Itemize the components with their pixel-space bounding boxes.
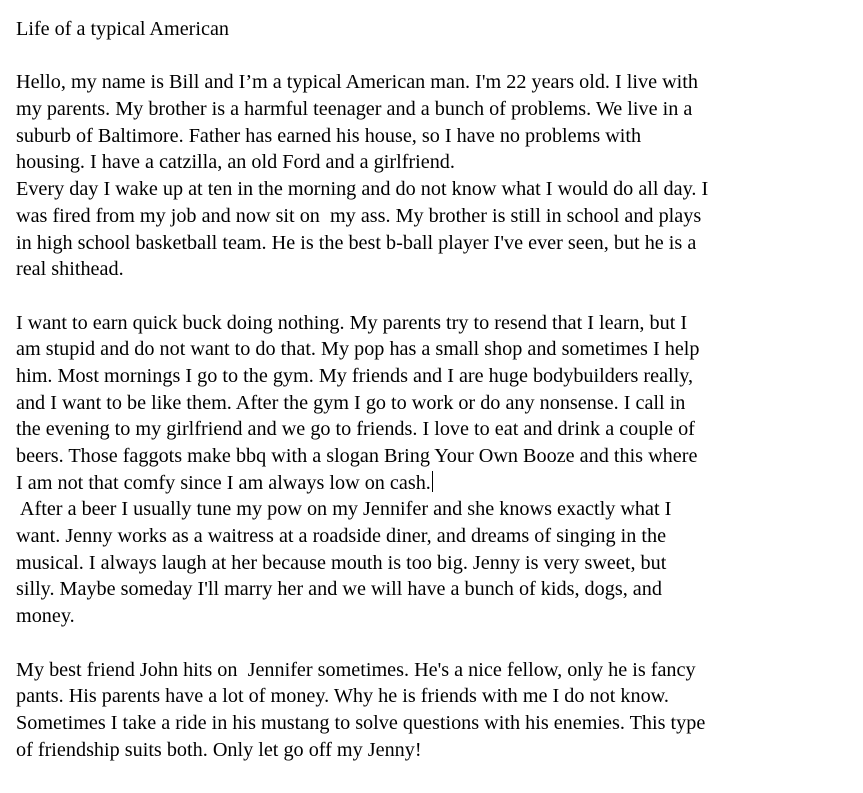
text-line: him. Most mornings I go to the gym. My friends and I are huge bodybuilders really, bbox=[16, 364, 694, 387]
text-line: beers. Those faggots make bbq with a slogan Bring Your Own Booze and this where bbox=[16, 445, 698, 467]
text-line: and I want to be like them. After the gym I go to work or do any nonsense. I call in bbox=[16, 391, 686, 414]
text-line: the evening to my girlfriend and we go to friends. I love to eat and drink a couple of bbox=[16, 418, 695, 441]
text-line: in high school basketball team. He is the best b-ball player I've ever seen, but he is a bbox=[16, 231, 697, 254]
text-line: money. bbox=[16, 605, 75, 628]
text-line: After a beer I usually tune my pow on my Jennifer and she knows exactly what I bbox=[16, 498, 672, 521]
text-line: pants. His parents have a lot of money. Why he is friends with me I do not know. bbox=[16, 685, 669, 708]
blank-line bbox=[16, 283, 846, 310]
text-line: I want to earn quick buck doing nothing. My parents try to resend that I learn, but I bbox=[16, 311, 688, 334]
text-line: Every day I wake up at ten in the morning and do not know what I would do all day. I bbox=[16, 178, 709, 201]
paragraph-jennifer bbox=[16, 496, 846, 629]
text-line: silly. Maybe someday I'll marry her and we will have a bunch of kids, dogs, and bbox=[16, 578, 662, 601]
paragraph-intro bbox=[16, 69, 846, 176]
text-line: my parents. My brother is a harmful teenager and a bunch of problems. We live in a bbox=[16, 98, 693, 121]
paragraph-daily-life bbox=[16, 176, 846, 283]
text-line: housing. I have a catzilla, an old Ford and a girlfriend. bbox=[16, 151, 455, 174]
document-body[interactable] bbox=[16, 16, 846, 763]
document-title: Life of a typical American bbox=[16, 18, 229, 40]
paragraph-routine bbox=[16, 310, 846, 497]
text-line: want. Jenny works as a waitress at a roadside diner, and dreams of singing in the bbox=[16, 525, 667, 548]
text-line: am stupid and do not want to do that. My pop has a small shop and sometimes I help bbox=[16, 338, 700, 361]
blank-line bbox=[16, 43, 846, 70]
text-line: musical. I always laugh at her because mouth is too big. Jenny is very sweet, but bbox=[16, 551, 667, 574]
paragraph-john bbox=[16, 657, 846, 764]
text-line: Sometimes I take a ride in his mustang to solve questions with his enemies. This type bbox=[16, 711, 706, 734]
text-line: of friendship suits both. Only let go off my Jenny! bbox=[16, 738, 422, 761]
text-cursor bbox=[432, 471, 433, 492]
text-line: I am not that comfy since I am always low on cash. bbox=[16, 471, 431, 494]
text-line: suburb of Baltimore. Father has earned his house, so I have no problems with bbox=[16, 124, 642, 147]
text-line: real shithead. bbox=[16, 258, 124, 281]
text-line: My best friend John hits on Jennifer sometimes. He's a nice fellow, only he is fancy bbox=[16, 658, 696, 681]
text-line: was fired from my job and now sit on my ass. My brother is still in school and plays bbox=[16, 204, 702, 227]
blank-line bbox=[16, 630, 846, 657]
text-line-with-caret bbox=[16, 470, 846, 497]
text-line: Hello, my name is Bill and I’m a typical American man. I'm 22 years old. I live with bbox=[16, 71, 698, 94]
